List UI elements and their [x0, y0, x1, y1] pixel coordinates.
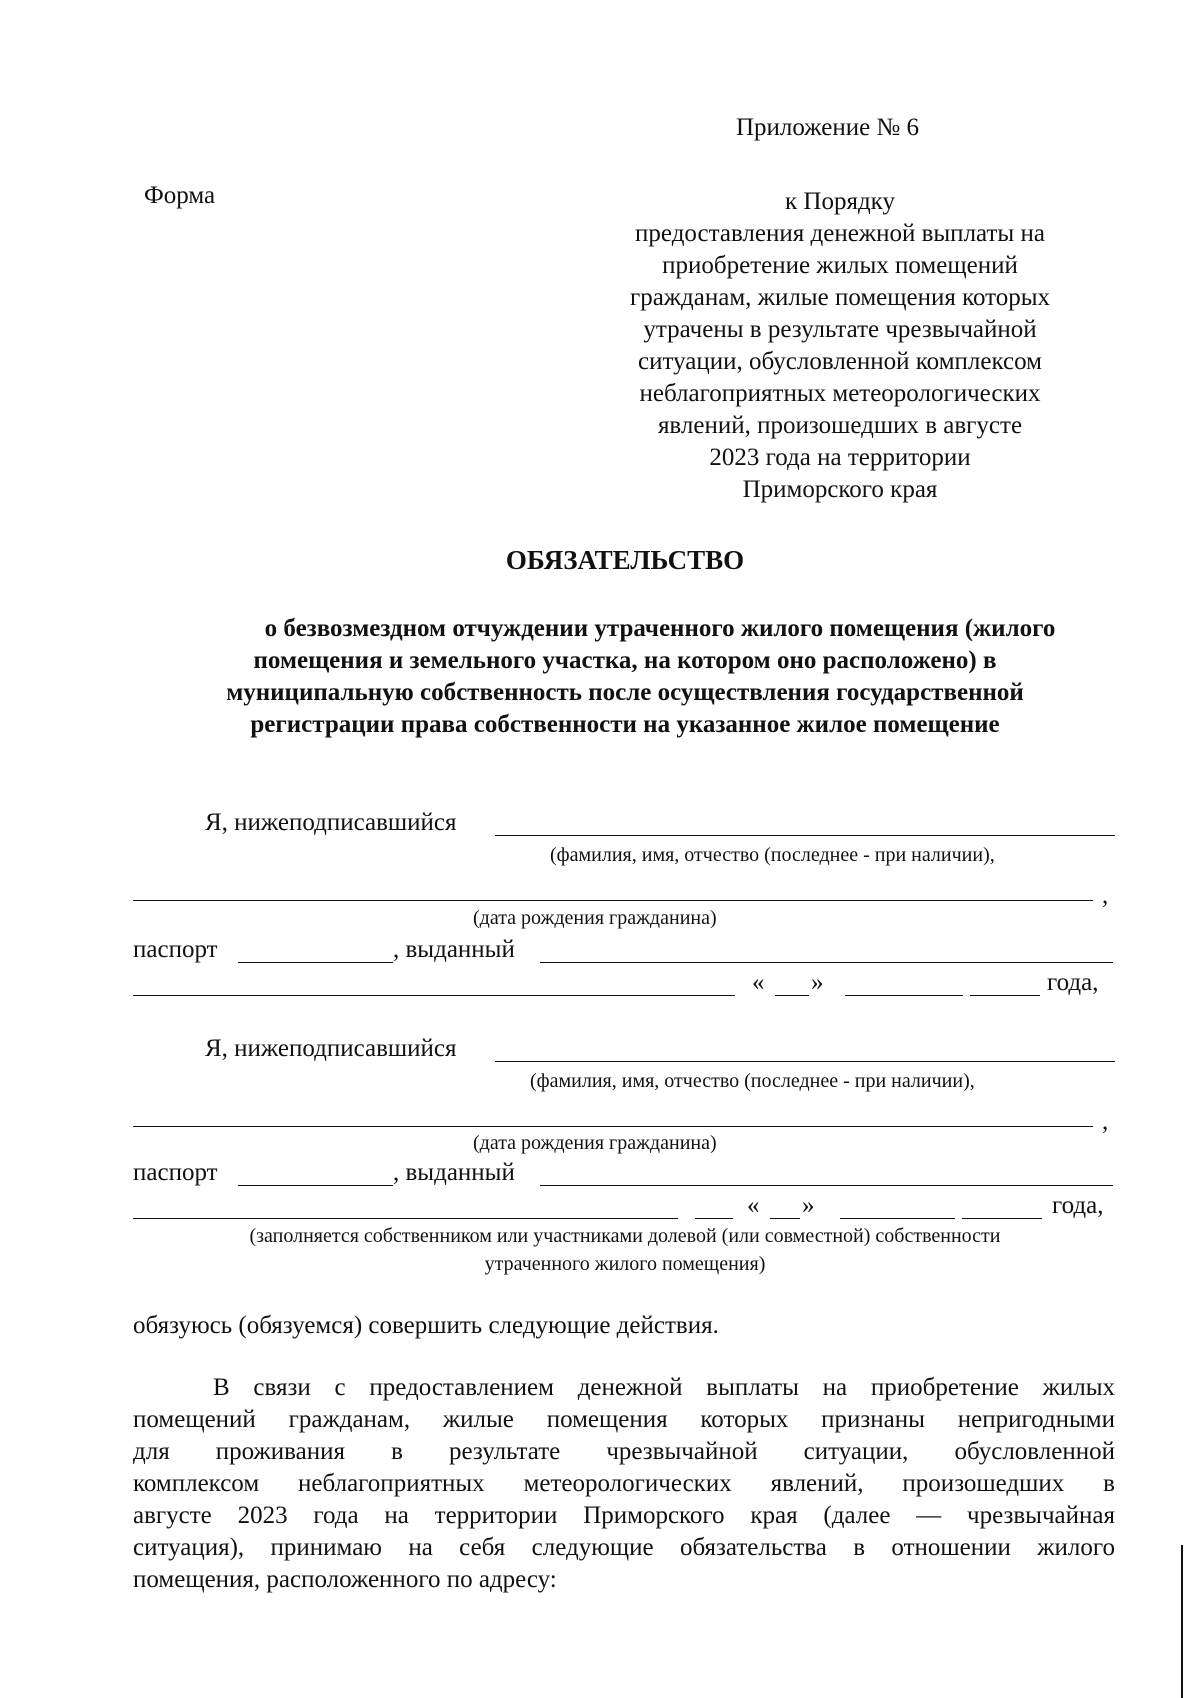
issued-by-field-tail[interactable]: [695, 1218, 733, 1219]
issued-label: , выданный: [393, 1159, 515, 1186]
order-line: Приморского края: [742, 476, 938, 503]
issue-year-field[interactable]: [970, 995, 1040, 996]
order-line: к Порядку: [785, 188, 895, 215]
order-line: явлений, произошедших в августе: [657, 412, 1023, 439]
undersigned-label: Я, нижеподписавшийся: [205, 809, 457, 836]
body-line: для проживания в результате чрезвычайной ситуации, обусловленной: [133, 1438, 1115, 1465]
fio-caption: (фамилия, имя, отчество (последнее - при наличии),: [530, 1070, 975, 1092]
dob-caption: (дата рождения гражданина): [473, 1132, 717, 1154]
body-line: помещения, расположенного по адресу:: [133, 1566, 557, 1593]
issued-label: , выданный: [393, 936, 515, 963]
body-line: помещений гражданам, жилые помещения которых признаны непригодными: [133, 1406, 1115, 1433]
dob-field[interactable]: [133, 1126, 1093, 1127]
year-label: года,: [1052, 1192, 1104, 1219]
order-line: ситуации, обусловленной комплексом: [638, 348, 1042, 375]
body-line: ситуация), принимаю на себя следующие обязательства в отношении жилого: [133, 1534, 1115, 1561]
order-line: предоставления денежной выплаты на: [635, 220, 1045, 247]
order-reference: [580, 186, 1100, 506]
filled-by-note: [0, 1222, 1200, 1278]
undersigned-label: Я, нижеподписавшийся: [205, 1035, 457, 1062]
form-label: Форма: [144, 182, 216, 209]
passport-label: паспорт: [133, 936, 218, 963]
dob-field[interactable]: [133, 900, 1093, 901]
document-subtitle: [130, 613, 1120, 741]
commit-line: обязуюсь (обязуемся) совершить следующие действия.: [133, 1312, 719, 1339]
quote-open: «: [747, 1192, 760, 1219]
subtitle-line: муниципальную собственность после осуществления государственной: [226, 679, 1024, 706]
order-line: гражданам, жилые помещения которых: [629, 284, 1051, 311]
issued-by-field[interactable]: [540, 962, 1113, 963]
issued-by-field-continued[interactable]: [133, 1218, 678, 1219]
issued-by-field[interactable]: [540, 1185, 1113, 1186]
issue-year-field[interactable]: [962, 1218, 1042, 1219]
comma: ,: [1102, 882, 1109, 909]
issue-day-field[interactable]: [775, 995, 809, 996]
body-line: В связи с предоставлением денежной выплаты на приобретение жилых: [213, 1374, 1115, 1401]
filled-by-line: (заполняется собственником или участниками долевой (или совместной) собственности: [249, 1225, 1001, 1247]
fio-field[interactable]: [495, 835, 1115, 836]
order-line: 2023 года на территории: [709, 444, 971, 471]
fio-field[interactable]: [495, 1061, 1115, 1062]
subtitle-line: помещения и земельного участка, на котором оно расположено) в: [253, 647, 997, 674]
passport-label: паспорт: [133, 1159, 218, 1186]
subtitle-line: регистрации права собственности на указанное жилое помещение: [250, 711, 1000, 738]
issue-day-field[interactable]: [770, 1218, 800, 1219]
order-line: утрачены в результате чрезвычайной: [643, 316, 1037, 343]
document-title: ОБЯЗАТЕЛЬСТВО: [505, 545, 745, 575]
passport-number-field[interactable]: [238, 962, 393, 963]
quote-close: »: [811, 969, 824, 996]
comma: ,: [1102, 1108, 1109, 1135]
quote-close: »: [802, 1192, 815, 1219]
passport-number-field[interactable]: [238, 1185, 393, 1186]
issue-month-field[interactable]: [840, 1218, 955, 1219]
filled-by-line: утраченного жилого помещения): [484, 1253, 766, 1275]
scan-edge-line: [1181, 1545, 1183, 1698]
issue-month-field[interactable]: [845, 995, 963, 996]
body-line: комплексом неблагоприятных метеорологических явлений, произошедших в: [133, 1470, 1115, 1497]
subtitle-line: о безвозмездном отчуждении утраченного жилого помещения (жилого: [264, 615, 1056, 642]
dob-caption: (дата рождения гражданина): [473, 907, 717, 929]
body-paragraph: [133, 1372, 1115, 1596]
fio-caption: (фамилия, имя, отчество (последнее - при наличии),: [550, 844, 995, 866]
order-line: неблагоприятных метеорологических: [639, 380, 1041, 407]
body-line: августе 2023 года на территории Приморского края (далее — чрезвычайная: [133, 1502, 1115, 1529]
order-line: приобретение жилых помещений: [662, 252, 1018, 279]
year-label: года,: [1047, 969, 1099, 996]
issued-by-field-continued[interactable]: [133, 995, 735, 996]
quote-open: «: [752, 969, 765, 996]
appendix-number: Приложение № 6: [736, 114, 920, 141]
